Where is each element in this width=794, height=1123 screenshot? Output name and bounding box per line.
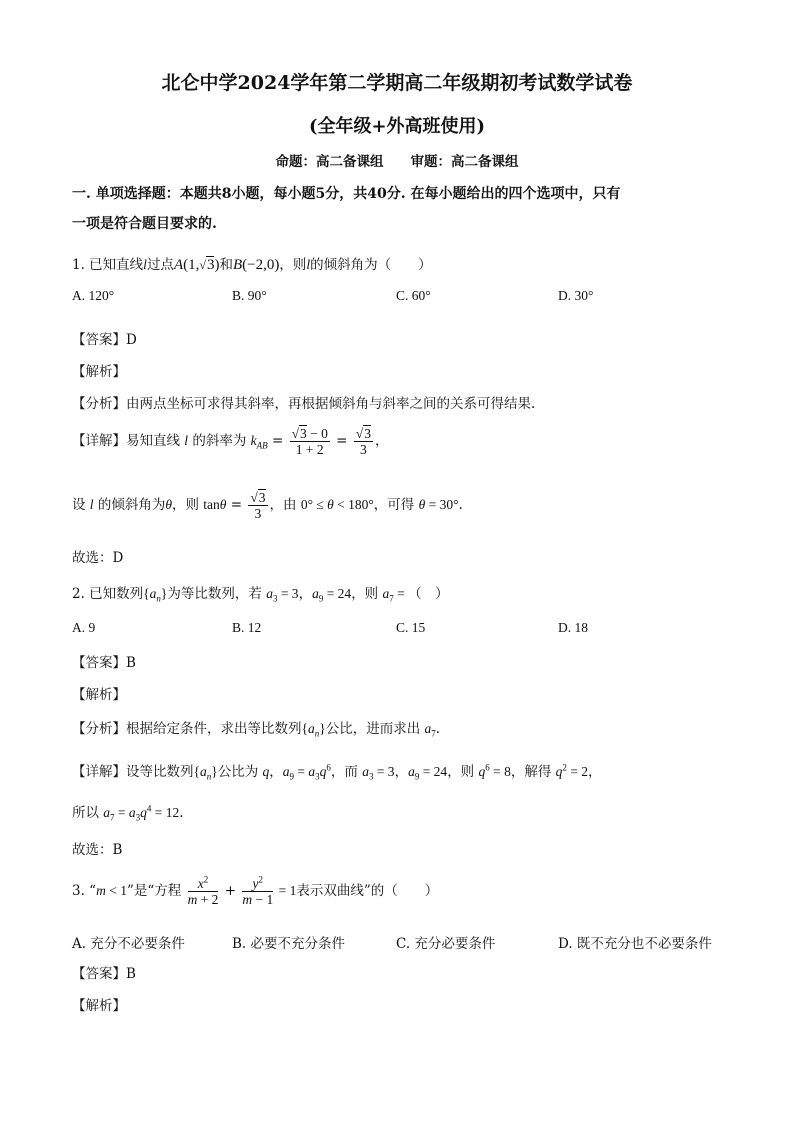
- question-1-jiexi: 【解析】: [72, 364, 126, 380]
- page-subtitle: (全年级+外高班使用): [308, 116, 486, 137]
- question-3-option-d: D. 既不充分也不必要条件: [558, 936, 712, 952]
- question-1-detail-2: 设 l 的倾斜角为θ，则 tanθ = $\frac{√3}{3}$ ，由 0° ≤ θ < 180°，可得 θ = 30°.: [72, 490, 463, 521]
- question-3-jiexi: 【解析】: [72, 998, 126, 1014]
- question-2-option-b: B. 12: [232, 620, 262, 635]
- question-2-answer: 【答案】B: [72, 655, 136, 671]
- question-1-stem: 1. 已知直线l过点A(1,√3)和B(−2,0)，则l的倾斜角为（ ）: [72, 257, 432, 273]
- question-3-option-a: A. 充分不必要条件: [72, 936, 185, 952]
- section-heading-line1: 一. 单项选择题：本题共8小题，每小题5分，共40分. 在每小题给出的四个选项中，只有: [72, 186, 621, 202]
- question-3-answer: 【答案】B: [72, 966, 136, 982]
- question-1-detail-1: 【详解】易知直线 l 的斜率为 $k_{AB}$ = $\frac{√3 - 0}{1 + 2}$ = $\frac{√3}{3}$ ，: [72, 426, 389, 457]
- question-2-jiexi: 【解析】: [72, 687, 126, 703]
- question-2-detail-2: 所以 $a_7 = a_3q^4 = 12$.: [72, 803, 184, 823]
- question-3-option-b: B. 必要不充分条件: [232, 936, 346, 952]
- question-2-detail-1: 【详解】设等比数列$\{a_n\}$公比为 q，$a_9 = a_3q^6$，而 $a_3 = 3$，$a_9 = 24$，则 $q^6 = 8$，解得 $q^2 = 2$，: [72, 762, 602, 782]
- question-2-analysis: 【分析】根据给定条件，求出等比数列$\{a_n\}$公比，进而求出 $a_7$.: [72, 721, 441, 739]
- authors-line: 命题：高二备课组 审题：高二备课组: [275, 154, 519, 170]
- question-1-option-a: A. 120°: [72, 288, 115, 303]
- question-2-stem: 2. 已知数列$\{a_n\}$为等比数列，若 $a_3 = 3$，$a_9 = 24$，则 $a_7$ = （ ）: [72, 586, 449, 604]
- question-1-choice: 故选：D: [72, 550, 124, 566]
- question-3-stem: 3. “m < 1”是“方程 $\frac{x^2}{m + 2}$ + $\frac{y^2}{m - 1}$ = 1表示双曲线”的（ ）: [72, 874, 439, 907]
- question-3-option-c: C. 充分必要条件: [396, 936, 496, 952]
- question-1-answer: 【答案】D: [72, 332, 137, 348]
- section-heading-line2: 一项是符合题目要求的.: [72, 216, 217, 232]
- question-2-option-c: C. 15: [396, 620, 426, 635]
- question-1-option-d: D. 30°: [558, 288, 594, 303]
- question-2-choice: 故选：B: [72, 842, 123, 858]
- question-1-option-c: C. 60°: [396, 288, 431, 303]
- question-1-analysis: 【分析】由两点坐标可求得其斜率，再根据倾斜角与斜率之间的关系可得结果.: [72, 396, 536, 412]
- question-2-option-a: A. 9: [72, 620, 96, 635]
- question-2-option-d: D. 18: [558, 620, 588, 635]
- page-title: 北仑中学2024学年第二学期高二年级期初考试数学试卷: [161, 72, 633, 94]
- question-1-option-b: B. 90°: [232, 288, 267, 303]
